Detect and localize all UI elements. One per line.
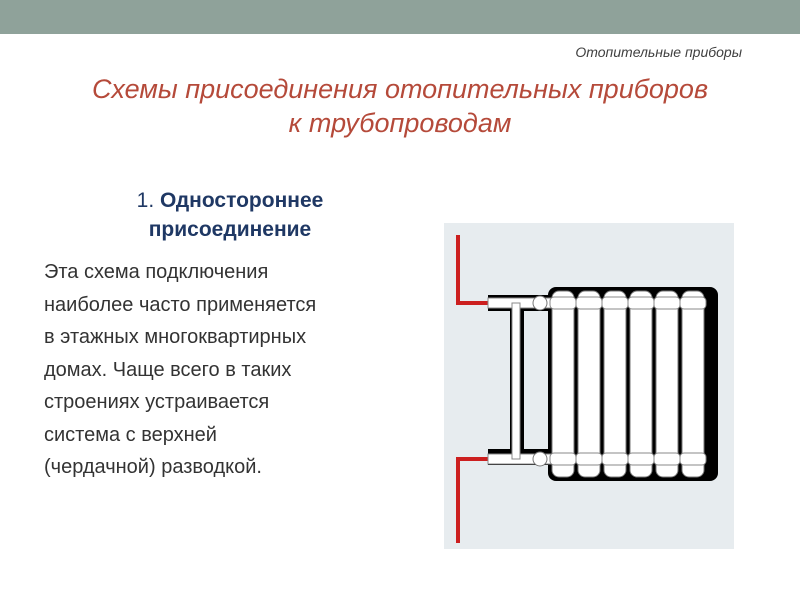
slide-title-line-2: к трубопроводам [288, 108, 512, 138]
section-label: Отопительные приборы [575, 44, 742, 60]
description-line: (чердачной) разводкой. [44, 456, 262, 478]
top-valve [533, 296, 547, 310]
radiator-diagram-svg [444, 223, 734, 549]
supply-return-pipes [458, 235, 554, 543]
section-top-hub [628, 297, 654, 309]
radiator-section [656, 291, 678, 477]
radiator-section [578, 291, 600, 477]
point-heading-line-1: Одностороннее [160, 189, 324, 212]
radiator-section [682, 291, 704, 477]
bypass-pipe [512, 303, 520, 459]
section-bottom-hub [654, 453, 680, 465]
section-top-hub [602, 297, 628, 309]
section-bottom-hub [550, 453, 576, 465]
section-top-hub [680, 297, 706, 309]
section-bottom-hub [680, 453, 706, 465]
description-line: в этажных многоквартирных [44, 326, 307, 348]
radiator-section [552, 291, 574, 477]
radiator-connection-diagram [444, 223, 734, 549]
radiator-section [630, 291, 652, 477]
section-top-hub [550, 297, 576, 309]
return-pipe [458, 459, 490, 543]
slide-title-line-1: Схемы присоединения отопительных приборов [91, 74, 709, 104]
section-bottom-hub [602, 453, 628, 465]
description-line: строениях устраивается [44, 391, 270, 413]
description-line: Эта схема подключения [44, 261, 269, 283]
description-line: система с верхней [44, 423, 217, 446]
point-heading-line-2: присоединение [148, 218, 312, 241]
section-bottom-hub [628, 453, 654, 465]
supply-pipe [458, 235, 490, 303]
point-number: 1. [136, 189, 155, 212]
description-line: наиболее часто применяется [44, 293, 317, 316]
description-line: домах. Чаще всего в таких [44, 358, 292, 381]
slide-title [40, 72, 760, 140]
section-top-hub [654, 297, 680, 309]
section-bottom-hub [576, 453, 602, 465]
point-description [44, 256, 424, 484]
band-divider [0, 34, 800, 37]
bottom-valve [533, 452, 547, 466]
point-heading [80, 186, 380, 244]
top-band [0, 0, 800, 34]
radiator-section [604, 291, 626, 477]
section-top-hub [576, 297, 602, 309]
